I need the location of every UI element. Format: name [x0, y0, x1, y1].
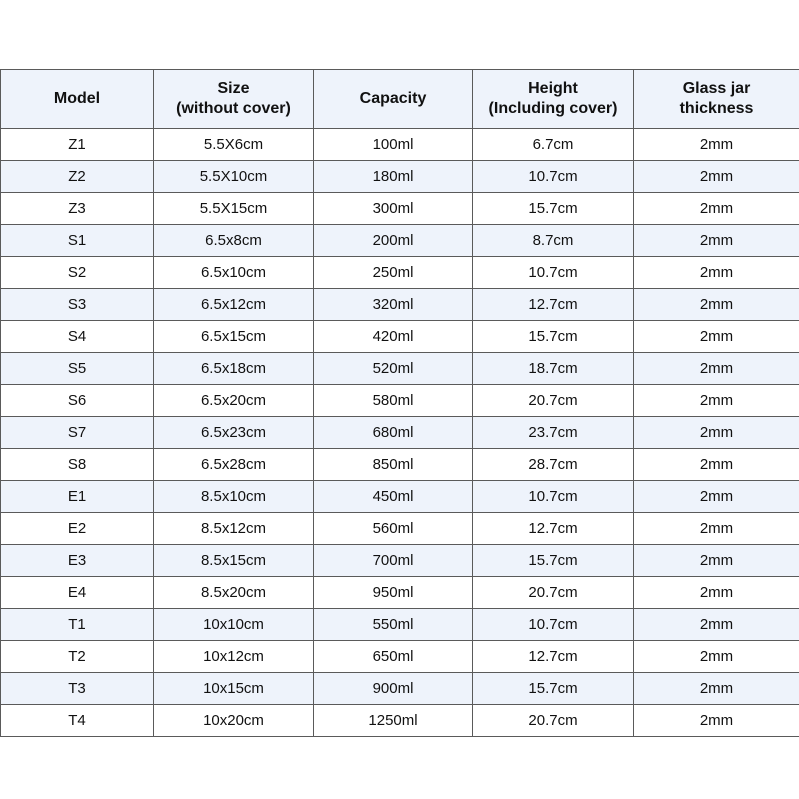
table-row	[1, 193, 799, 225]
table-row	[1, 353, 799, 385]
table-row	[1, 609, 799, 641]
cell-size: 5.5X10cm	[154, 161, 314, 193]
cell-size: 8.5x15cm	[154, 545, 314, 577]
cell-model: S3	[1, 289, 154, 321]
table-row	[1, 705, 799, 737]
cell-size: 6.5x18cm	[154, 353, 314, 385]
cell-thickness: 2mm	[634, 321, 799, 353]
cell-height: 12.7cm	[473, 289, 634, 321]
column-header-model-line: Model	[53, 90, 101, 107]
cell-capacity: 950ml	[314, 577, 473, 609]
cell-height: 15.7cm	[473, 193, 634, 225]
cell-model: S8	[1, 449, 154, 481]
cell-thickness: 2mm	[634, 641, 799, 673]
cell-thickness: 2mm	[634, 577, 799, 609]
cell-size: 10x12cm	[154, 641, 314, 673]
cell-capacity: 320ml	[314, 289, 473, 321]
cell-height: 20.7cm	[473, 385, 634, 417]
table-row	[1, 641, 799, 673]
cell-height: 12.7cm	[473, 641, 634, 673]
cell-model: S5	[1, 353, 154, 385]
table-row	[1, 225, 799, 257]
column-header-model	[1, 70, 154, 129]
cell-capacity: 450ml	[314, 481, 473, 513]
cell-thickness: 2mm	[634, 257, 799, 289]
cell-thickness: 2mm	[634, 609, 799, 641]
column-header-size-line: (without cover)	[176, 100, 291, 117]
cell-height: 10.7cm	[473, 257, 634, 289]
column-header-size	[154, 70, 314, 129]
cell-capacity: 680ml	[314, 417, 473, 449]
cell-capacity: 300ml	[314, 193, 473, 225]
cell-thickness: 2mm	[634, 417, 799, 449]
table-row	[1, 481, 799, 513]
column-header-height-line: Height	[528, 80, 578, 97]
table-row	[1, 673, 799, 705]
cell-model: E1	[1, 481, 154, 513]
table-row	[1, 545, 799, 577]
cell-thickness: 2mm	[634, 289, 799, 321]
cell-size: 5.5X6cm	[154, 129, 314, 161]
cell-capacity: 700ml	[314, 545, 473, 577]
cell-capacity: 560ml	[314, 513, 473, 545]
cell-height: 8.7cm	[473, 225, 634, 257]
column-header-thickness	[634, 70, 799, 129]
cell-size: 6.5x23cm	[154, 417, 314, 449]
jar-spec-table	[0, 69, 799, 737]
table-row	[1, 161, 799, 193]
cell-height: 23.7cm	[473, 417, 634, 449]
cell-size: 10x10cm	[154, 609, 314, 641]
cell-thickness: 2mm	[634, 513, 799, 545]
cell-capacity: 650ml	[314, 641, 473, 673]
cell-model: Z3	[1, 193, 154, 225]
cell-thickness: 2mm	[634, 449, 799, 481]
cell-thickness: 2mm	[634, 705, 799, 737]
column-header-thickness-line: thickness	[679, 100, 754, 117]
cell-height: 15.7cm	[473, 673, 634, 705]
cell-size: 6.5x15cm	[154, 321, 314, 353]
cell-thickness: 2mm	[634, 129, 799, 161]
cell-size: 8.5x12cm	[154, 513, 314, 545]
cell-model: S4	[1, 321, 154, 353]
cell-size: 6.5x10cm	[154, 257, 314, 289]
table-row	[1, 385, 799, 417]
table-row	[1, 257, 799, 289]
cell-model: E3	[1, 545, 154, 577]
cell-height: 10.7cm	[473, 481, 634, 513]
cell-model: T3	[1, 673, 154, 705]
cell-thickness: 2mm	[634, 161, 799, 193]
cell-capacity: 250ml	[314, 257, 473, 289]
table-row	[1, 417, 799, 449]
cell-height: 15.7cm	[473, 321, 634, 353]
cell-capacity: 900ml	[314, 673, 473, 705]
cell-model: Z1	[1, 129, 154, 161]
cell-size: 6.5x20cm	[154, 385, 314, 417]
cell-height: 12.7cm	[473, 513, 634, 545]
cell-thickness: 2mm	[634, 673, 799, 705]
column-header-height	[473, 70, 634, 129]
cell-height: 20.7cm	[473, 705, 634, 737]
cell-height: 6.7cm	[473, 129, 634, 161]
cell-capacity: 520ml	[314, 353, 473, 385]
table-row	[1, 513, 799, 545]
cell-capacity: 550ml	[314, 609, 473, 641]
cell-model: T1	[1, 609, 154, 641]
column-header-size-line: Size	[217, 80, 250, 97]
cell-size: 8.5x20cm	[154, 577, 314, 609]
cell-model: E4	[1, 577, 154, 609]
cell-thickness: 2mm	[634, 225, 799, 257]
cell-model: Z2	[1, 161, 154, 193]
cell-capacity: 1250ml	[314, 705, 473, 737]
cell-size: 6.5x12cm	[154, 289, 314, 321]
cell-size: 6.5x8cm	[154, 225, 314, 257]
table-row	[1, 449, 799, 481]
cell-model: S1	[1, 225, 154, 257]
column-header-capacity-line: Capacity	[359, 90, 427, 107]
cell-size: 10x15cm	[154, 673, 314, 705]
table-body	[1, 129, 799, 737]
cell-size: 6.5x28cm	[154, 449, 314, 481]
header-row	[1, 70, 799, 129]
cell-height: 15.7cm	[473, 545, 634, 577]
cell-capacity: 420ml	[314, 321, 473, 353]
cell-model: S2	[1, 257, 154, 289]
table-row	[1, 577, 799, 609]
column-header-height-line: (Including cover)	[488, 100, 618, 117]
cell-thickness: 2mm	[634, 545, 799, 577]
table-row	[1, 289, 799, 321]
cell-thickness: 2mm	[634, 353, 799, 385]
cell-model: T2	[1, 641, 154, 673]
cell-height: 18.7cm	[473, 353, 634, 385]
cell-capacity: 580ml	[314, 385, 473, 417]
cell-size: 5.5X15cm	[154, 193, 314, 225]
cell-height: 28.7cm	[473, 449, 634, 481]
cell-capacity: 200ml	[314, 225, 473, 257]
cell-capacity: 850ml	[314, 449, 473, 481]
table-header	[1, 70, 799, 129]
table-row	[1, 129, 799, 161]
cell-model: S7	[1, 417, 154, 449]
column-header-capacity	[314, 70, 473, 129]
cell-height: 20.7cm	[473, 577, 634, 609]
cell-height: 10.7cm	[473, 609, 634, 641]
cell-model: E2	[1, 513, 154, 545]
cell-size: 8.5x10cm	[154, 481, 314, 513]
cell-size: 10x20cm	[154, 705, 314, 737]
cell-capacity: 100ml	[314, 129, 473, 161]
cell-height: 10.7cm	[473, 161, 634, 193]
cell-capacity: 180ml	[314, 161, 473, 193]
cell-model: T4	[1, 705, 154, 737]
cell-thickness: 2mm	[634, 193, 799, 225]
table-row	[1, 321, 799, 353]
cell-model: S6	[1, 385, 154, 417]
cell-thickness: 2mm	[634, 385, 799, 417]
cell-thickness: 2mm	[634, 481, 799, 513]
column-header-thickness-line: Glass jar	[682, 80, 751, 97]
